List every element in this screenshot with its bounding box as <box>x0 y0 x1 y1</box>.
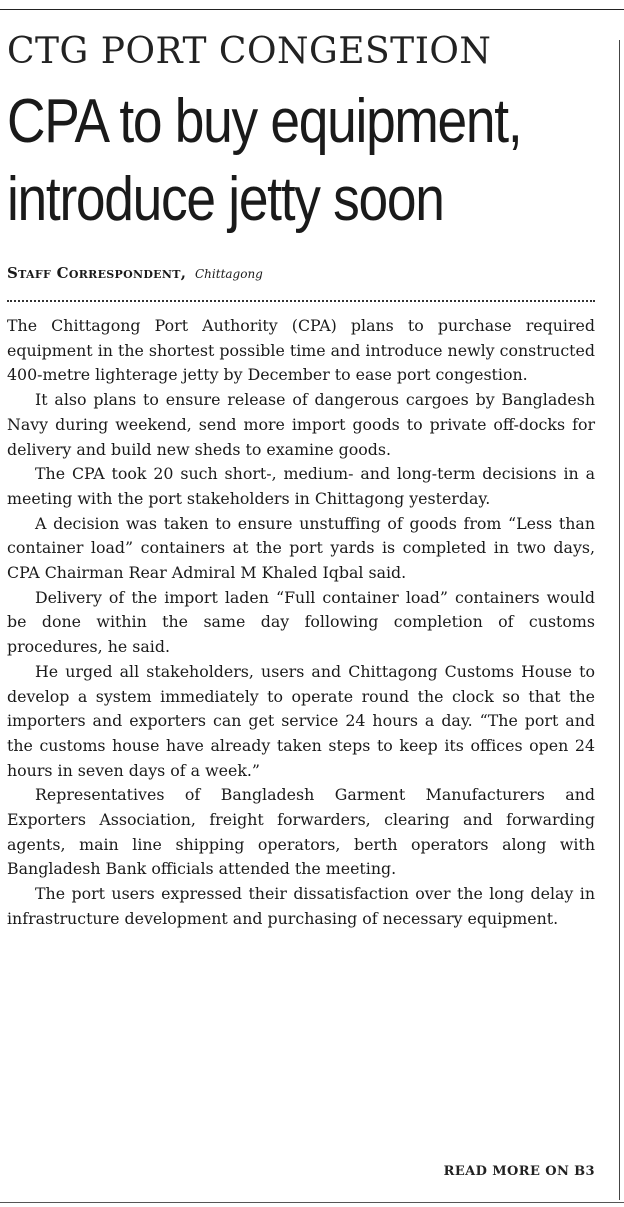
bottom-border-rule <box>0 1202 624 1203</box>
paragraph-8: The port users expressed their dissatisfaction over the long delay in infrastructure development and purchasing of necessary equipment. <box>7 884 595 928</box>
paragraph-2: It also plans to ensure release of dangerous cargoes by Bangladesh Navy during weekend, send more import goods to private off-docks for delivery and build new sheds to examine goods. <box>7 390 595 459</box>
paragraph-1: The Chittagong Port Authority (CPA) plans to purchase required equipment in the shortest possible time and introduce newly constructed 400-metre lighterage jetty by December to ease port congestion. <box>7 316 595 385</box>
paragraph-4: A decision was taken to ensure unstuffing of goods from “Less than container load” containers at the port yards is completed in two days, CPA Chairman Rear Admiral M Khaled Iqbal said. <box>7 513 595 583</box>
paragraph-6: He urged all stakeholders, users and Chittagong Customs House to develop a system immediately to operate round the clock so that the importers and exporters can get service 24 hours a day. “The port and the customs house have already taken steps to keep its offices open 24 hours in seven days of a week.” <box>7 661 595 780</box>
paragraph-7: Representatives of Bangladesh Garment Manufacturers and Exporters Association, freight forwarders, clearing and forwarding agents, main line shipping operators, berth operators along with Bangladesh Bank officials attended the meeting. <box>7 785 595 879</box>
byline-location: Chittagong <box>195 267 263 281</box>
headline-line-1: CPA to buy equipment, <box>7 87 522 156</box>
paragraph-5: Delivery of the import laden “Full container load” containers would be done within the same day following completion of customs procedures, he said. <box>7 587 595 657</box>
article-body <box>7 314 595 932</box>
top-border-rule <box>0 9 624 10</box>
byline-author: Staff Correspondent, <box>7 264 187 282</box>
byline <box>7 264 263 283</box>
paragraph-3: The CPA took 20 such short-, medium- and long-term decisions in a meeting with the port stakeholders in Chittagong yesterday. <box>7 464 595 508</box>
headline-line-2: introduce jetty soon <box>7 165 444 234</box>
dotted-separator <box>7 300 595 302</box>
column-divider-rule <box>619 40 620 1200</box>
read-more-link[interactable]: READ MORE ON B3 <box>443 1164 595 1179</box>
headline <box>7 83 523 239</box>
kicker-heading: CTG PORT CONGESTION <box>7 31 492 72</box>
